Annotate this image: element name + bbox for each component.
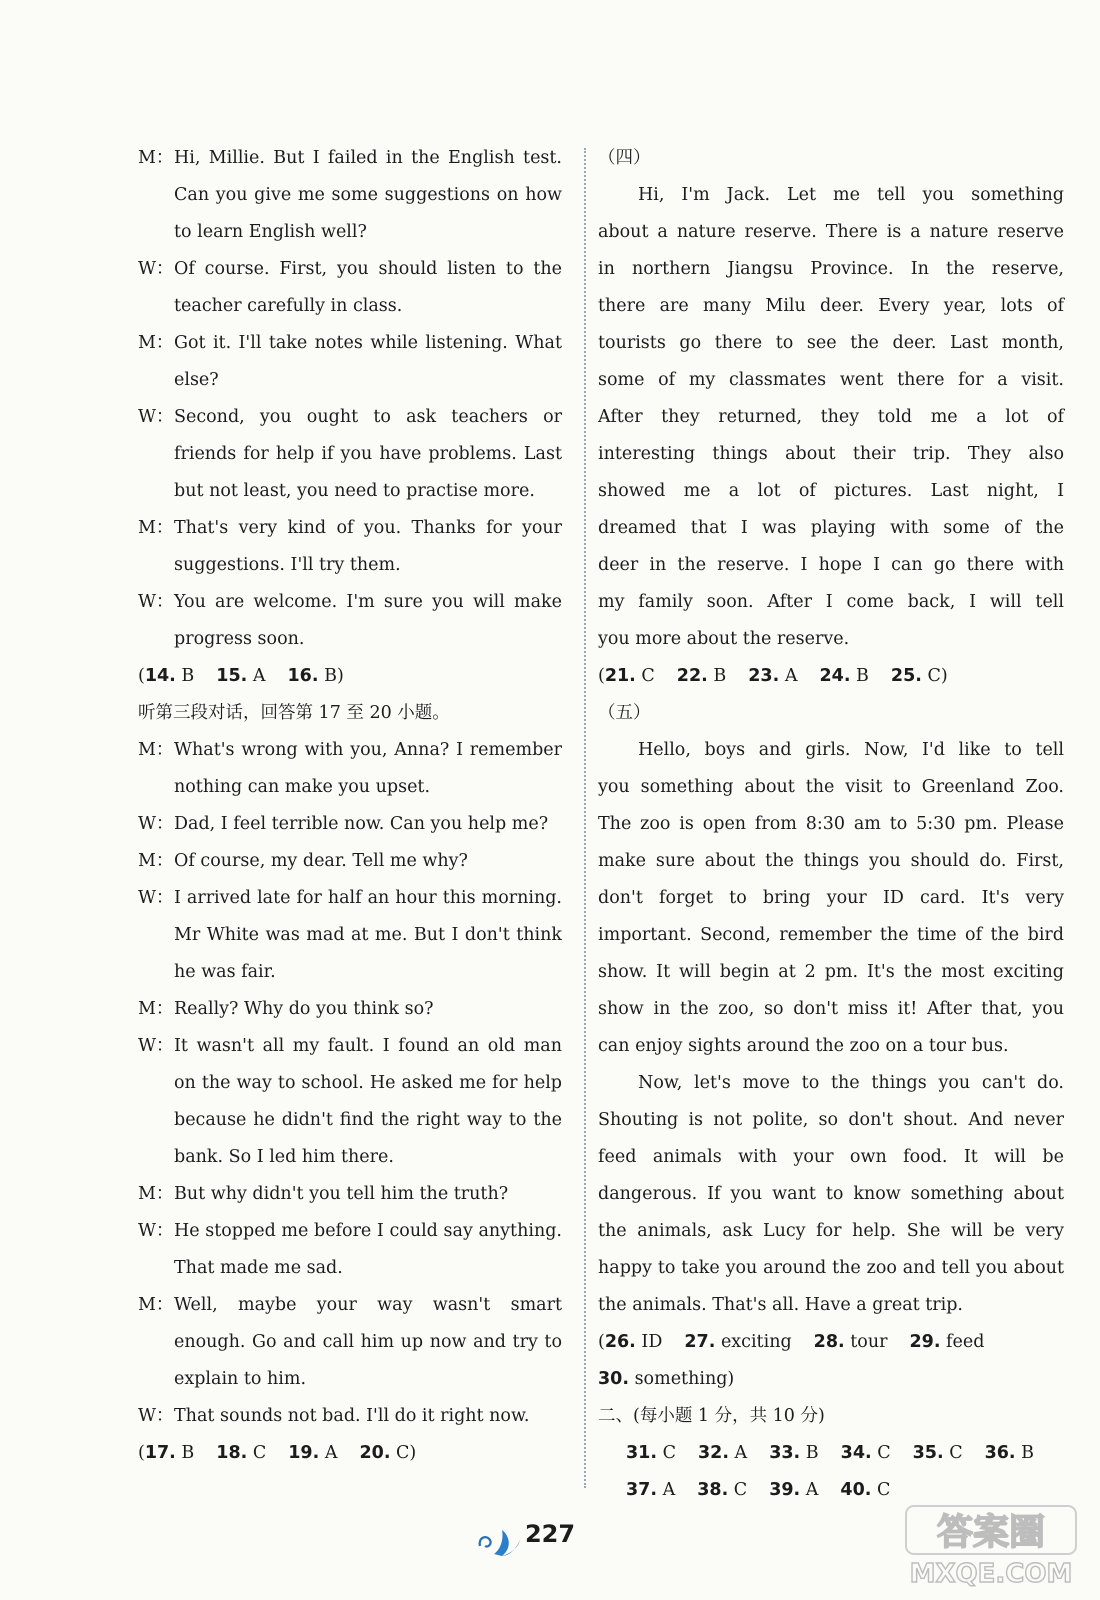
dialog-text: Got it. I'll take notes while listening. What xyxy=(174,333,562,353)
answer-item xyxy=(985,1443,1034,1463)
passage-line: the animals, ask Lucy for help. She will be very xyxy=(598,1221,1064,1241)
answer-value: C xyxy=(871,1480,891,1500)
answers-30 xyxy=(598,1361,1064,1398)
dialog-line xyxy=(138,325,562,399)
answer-item xyxy=(814,1332,888,1352)
dialog-text: else? xyxy=(174,370,219,390)
answer-item xyxy=(288,1443,337,1463)
answers-31-36 xyxy=(598,1435,1064,1472)
speaker-label: M： xyxy=(138,333,174,353)
speaker-label: W： xyxy=(138,888,174,908)
speaker-label: W： xyxy=(138,259,174,279)
passage-line: you more about the reserve. xyxy=(598,629,850,649)
dialog-text: Dad, I feel terrible now. Can you help me? xyxy=(174,814,549,834)
answer-item xyxy=(598,1369,734,1389)
answer-item xyxy=(769,1480,818,1500)
answer-item xyxy=(769,1443,818,1463)
answer-value: C xyxy=(728,1480,748,1500)
passage-line: happy to take you around the zoo and tell you about xyxy=(598,1258,1064,1278)
question-number: 15. xyxy=(216,666,248,686)
dialog-text: Of course. First, you should listen to the xyxy=(174,259,562,279)
dialog-text: enough. Go and call him up now and try to xyxy=(174,1332,562,1352)
answer-item xyxy=(840,1480,890,1500)
dialog-text: friends for help if you have problems. Last xyxy=(174,444,562,464)
dialog-line xyxy=(138,1398,562,1435)
question-number: 23. xyxy=(748,666,780,686)
question-number: 39. xyxy=(769,1480,801,1500)
dialog-line xyxy=(138,399,562,510)
answer-item xyxy=(697,1480,747,1500)
answer-item xyxy=(841,1443,891,1463)
answer-value: C xyxy=(871,1443,891,1463)
passage-line: feed animals with your own food. It will be xyxy=(598,1147,1064,1167)
dialog-line xyxy=(138,880,562,991)
answer-item xyxy=(748,666,797,686)
passage-line: Hi, I'm Jack. Let me tell you something xyxy=(638,185,1064,205)
dialog-text: That's very kind of you. Thanks for your xyxy=(174,518,562,538)
passage-line: showed me a lot of pictures. Last night, I xyxy=(598,481,1064,501)
dialog-text: he was fair. xyxy=(174,962,276,982)
dialog-text: but not least, you need to practise more. xyxy=(174,481,535,501)
answer-item: (14. B xyxy=(138,666,195,686)
answer-value: A xyxy=(728,1443,748,1463)
dialog-text: suggestions. I'll try them. xyxy=(174,555,401,575)
question-number: 40. xyxy=(840,1480,872,1500)
question-number: 26. xyxy=(604,1332,636,1352)
speaker-label: W： xyxy=(138,1036,174,1056)
passage-line: tourists go there to see the deer. Last month, xyxy=(598,333,1064,353)
dialog-text: teacher carefully in class. xyxy=(174,296,403,316)
answer-item xyxy=(216,666,265,686)
dialog-text: I arrived late for half an hour this morning. xyxy=(174,888,562,908)
passage-line: in northern Jiangsu Province. In the reserve, xyxy=(598,259,1064,279)
passage-line: there are many Milu deer. Every year, lots of xyxy=(598,296,1064,316)
dialog-text: nothing can make you upset. xyxy=(174,777,431,797)
passage-line: important. Second, remember the time of the bird xyxy=(598,925,1064,945)
speaker-label: M： xyxy=(138,1295,174,1315)
question-number: 18. xyxy=(216,1443,248,1463)
dialog-text: Really? Why do you think so? xyxy=(174,999,434,1019)
dialog-text: Can you give me some suggestions on how xyxy=(174,185,562,205)
dialog-2 xyxy=(138,732,562,1435)
answer-item: (26. ID xyxy=(598,1332,663,1352)
passage-line: you something about the visit to Greenland Zoo. xyxy=(598,777,1064,797)
question-number: 34. xyxy=(840,1443,872,1463)
dialog-text: on the way to school. He asked me for help xyxy=(174,1073,562,1093)
dialog-text: Second, you ought to ask teachers or xyxy=(174,407,562,427)
dialog-line xyxy=(138,1213,562,1287)
answer-value: C) xyxy=(921,666,948,686)
dialog-text: Hi, Millie. But I failed in the English test. xyxy=(174,148,562,168)
speaker-label: W： xyxy=(138,814,174,834)
dialog-text: That sounds not bad. I'll do it right now. xyxy=(174,1406,530,1426)
dialog-text: He stopped me before I could say anything. xyxy=(174,1221,562,1241)
question-number: 24. xyxy=(819,666,851,686)
passage-line: the animals. That's all. Have a great trip. xyxy=(598,1295,963,1315)
passage-line: Now, let's move to the things you can't do. xyxy=(638,1073,1064,1093)
passage-line: about a nature reserve. There is a nature reserve xyxy=(598,222,1064,242)
question-number: 35. xyxy=(912,1443,944,1463)
section-5-paragraph-1 xyxy=(598,732,1064,1065)
dialog-text: It wasn't all my fault. I found an old man xyxy=(174,1036,562,1056)
answer-item xyxy=(626,1480,675,1500)
passage-line: my family soon. After I come back, I will tell xyxy=(598,592,1064,612)
answer-value: C) xyxy=(390,1443,417,1463)
question-number: 16. xyxy=(287,666,319,686)
speaker-label: M： xyxy=(138,1184,174,1204)
passage-line: some of my classmates went there for a visit. xyxy=(598,370,1064,390)
passage-line: Hello, boys and girls. Now, I'd like to tell xyxy=(638,740,1064,760)
answer-item xyxy=(359,1443,416,1463)
question-number: 22. xyxy=(676,666,708,686)
answer-value: C xyxy=(657,1443,676,1463)
answer-value: A xyxy=(779,666,798,686)
passage-line: After they returned, they told me a lot of xyxy=(598,407,1064,427)
speaker-label: M： xyxy=(138,740,174,760)
question-number: 38. xyxy=(697,1480,729,1500)
answer-item xyxy=(684,1332,791,1352)
dialog-1 xyxy=(138,140,562,658)
speaker-label: W： xyxy=(138,1221,174,1241)
speaker-label: M： xyxy=(138,999,174,1019)
speaker-label: M： xyxy=(138,851,174,871)
speaker-label: M： xyxy=(138,148,174,168)
answer-value: A xyxy=(800,1480,819,1500)
question-number: 31. xyxy=(626,1443,658,1463)
answer-value: C xyxy=(635,666,655,686)
answer-item: (21. C xyxy=(598,666,655,686)
passage-line: make sure about the things you should do. First, xyxy=(598,851,1064,871)
answer-value: C xyxy=(943,1443,963,1463)
answer-item xyxy=(913,1443,963,1463)
dialog-line xyxy=(138,140,562,251)
dialog-text: You are welcome. I'm sure you will make xyxy=(174,592,562,612)
answers-26-29 xyxy=(598,1324,1064,1361)
answer-item: (17. B xyxy=(138,1443,195,1463)
answers-21-25 xyxy=(598,658,1064,695)
watermark-bottom-text: MXQE.COM xyxy=(909,1559,1073,1589)
column-divider xyxy=(584,148,586,1488)
question-number: 19. xyxy=(288,1443,320,1463)
instruction-17-20: 听第三段对话，回答第 17 至 20 小题。 xyxy=(138,703,450,723)
dialog-text: That made me sad. xyxy=(174,1258,343,1278)
dialog-text: Of course, my dear. Tell me why? xyxy=(174,851,468,871)
answer-value: something) xyxy=(629,1369,735,1389)
speaker-label: W： xyxy=(138,1406,174,1426)
dialog-text: What's wrong with you, Anna? I remember xyxy=(174,740,562,760)
passage-line: deer in the reserve. I hope I can go there with xyxy=(598,555,1064,575)
question-number: 14. xyxy=(144,666,176,686)
question-number: 29. xyxy=(909,1332,941,1352)
passage-line: Shouting is not polite, so don't shout. And never xyxy=(598,1110,1064,1130)
passage-line: don't forget to bring your ID card. It's very xyxy=(598,888,1064,908)
answer-item xyxy=(677,666,726,686)
dialog-line xyxy=(138,1028,562,1176)
question-number: 27. xyxy=(684,1332,716,1352)
answer-value: B xyxy=(850,666,869,686)
left-column xyxy=(138,140,562,1472)
part-2-title: 二、(每小题 1 分，共 10 分) xyxy=(598,1406,825,1426)
dialog-text: bank. So I led him there. xyxy=(174,1147,394,1167)
section-5-paragraph-2 xyxy=(598,1065,1064,1324)
watermark-logo-icon xyxy=(898,1500,1084,1590)
answer-value: B xyxy=(175,1443,195,1463)
passage-line: show in the zoo, so don't miss it! After that, you xyxy=(598,999,1064,1019)
dialog-line xyxy=(138,510,562,584)
speaker-label: M： xyxy=(138,518,174,538)
passage-line: The zoo is open from 8:30 am to 5:30 pm. Please xyxy=(598,814,1064,834)
answer-value: B xyxy=(1015,1443,1035,1463)
answer-value: A xyxy=(319,1443,338,1463)
answer-value: ID xyxy=(635,1332,663,1352)
answer-value: A xyxy=(657,1480,676,1500)
section-4-passage xyxy=(598,177,1064,658)
question-number: 30. xyxy=(598,1369,630,1389)
answer-value: tour xyxy=(844,1332,888,1352)
dialog-text: explain to him. xyxy=(174,1369,307,1389)
passage-line: can enjoy sights around the zoo on a tour bus. xyxy=(598,1036,1009,1056)
answer-value: B) xyxy=(318,666,344,686)
watermark-top-text: 答案圈 xyxy=(936,1512,1046,1553)
question-number: 37. xyxy=(626,1480,658,1500)
passage-line: show. It will begin at 2 pm. It's the most exciting xyxy=(598,962,1064,982)
answers-17-20 xyxy=(138,1435,562,1472)
right-column xyxy=(598,140,1064,1509)
dialog-text: Well, maybe your way wasn't smart xyxy=(174,1295,562,1315)
dialog-line xyxy=(138,991,562,1028)
dialog-text: because he didn't find the right way to the xyxy=(174,1110,562,1130)
passage-line: interesting things about their trip. They also xyxy=(598,444,1064,464)
answer-value: B xyxy=(800,1443,819,1463)
dialog-line xyxy=(138,251,562,325)
dialog-line xyxy=(138,732,562,806)
dialog-text: progress soon. xyxy=(174,629,305,649)
answer-value: B xyxy=(175,666,195,686)
speaker-label: W： xyxy=(138,592,174,612)
dialog-text: But why didn't you tell him the truth? xyxy=(174,1184,509,1204)
page-number: 227 xyxy=(524,1520,576,1548)
question-number: 17. xyxy=(144,1443,176,1463)
question-number: 33. xyxy=(769,1443,801,1463)
answer-item xyxy=(891,666,948,686)
dialog-line xyxy=(138,584,562,658)
question-number: 32. xyxy=(697,1443,729,1463)
section-4-title: （四） xyxy=(598,148,651,168)
dialog-line xyxy=(138,843,562,880)
answer-value: feed xyxy=(940,1332,985,1352)
question-number: 36. xyxy=(984,1443,1016,1463)
dialog-line xyxy=(138,1176,562,1213)
question-number: 20. xyxy=(359,1443,391,1463)
answer-item xyxy=(698,1443,747,1463)
answer-item xyxy=(819,666,868,686)
passage-line: dreamed that I was playing with some of the xyxy=(598,518,1064,538)
answer-item xyxy=(216,1443,266,1463)
answer-item xyxy=(626,1443,676,1463)
section-5-title: （五） xyxy=(598,703,651,723)
question-number: 28. xyxy=(813,1332,845,1352)
answer-item xyxy=(909,1332,984,1352)
passage-line: dangerous. If you want to know something about xyxy=(598,1184,1064,1204)
answer-item xyxy=(288,666,344,686)
question-number: 25. xyxy=(890,666,922,686)
answer-value: exciting xyxy=(715,1332,792,1352)
answer-value: A xyxy=(247,666,266,686)
dialog-text: Mr White was mad at me. But I don't think xyxy=(174,925,562,945)
question-number: 21. xyxy=(604,666,636,686)
dialog-text: to learn English well? xyxy=(174,222,367,242)
answer-value: C xyxy=(247,1443,267,1463)
dialog-line xyxy=(138,1287,562,1398)
speaker-label: W： xyxy=(138,407,174,427)
answer-value: B xyxy=(707,666,727,686)
answers-14-16 xyxy=(138,658,562,695)
dialog-line xyxy=(138,806,562,843)
